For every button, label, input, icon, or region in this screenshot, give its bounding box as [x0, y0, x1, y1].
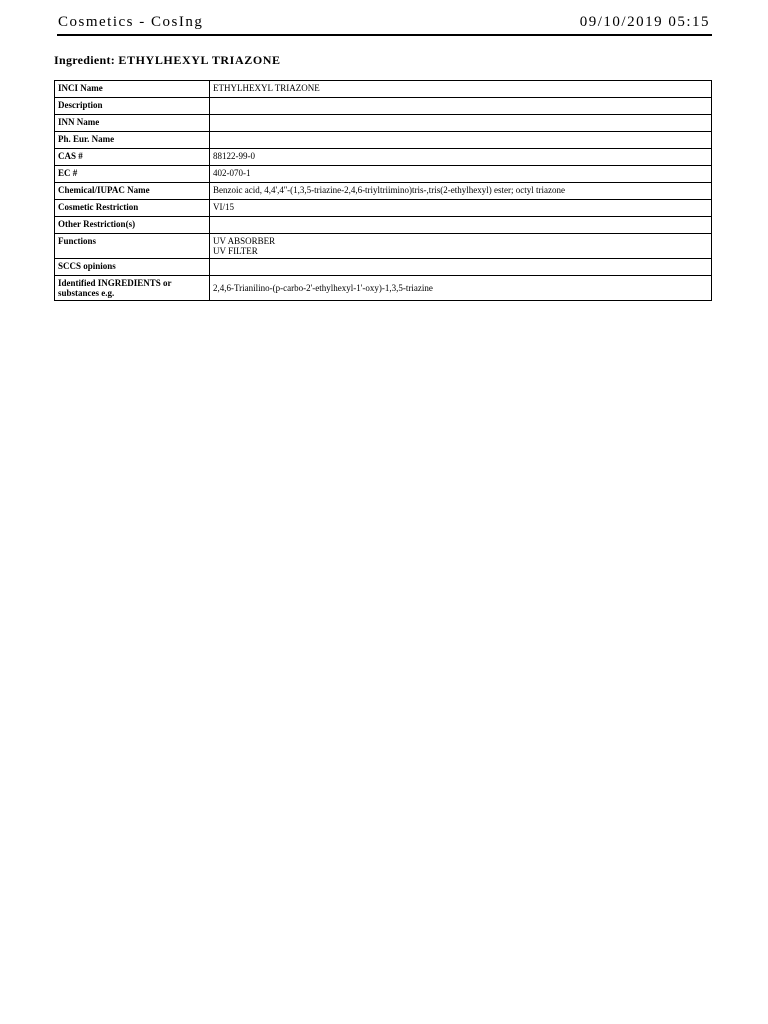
row-label: CAS #	[55, 149, 210, 166]
function-value: UV ABSORBER	[213, 236, 276, 246]
ingredient-details-table	[54, 80, 712, 301]
page-header	[57, 12, 712, 36]
table-row	[55, 200, 712, 217]
row-label: EC #	[55, 166, 210, 183]
table-row	[55, 132, 712, 149]
ingredient-name: ETHYLHEXYL TRIAZONE	[118, 53, 281, 67]
row-label: Chemical/IUPAC Name	[55, 183, 210, 200]
row-value	[210, 132, 712, 149]
table-row	[55, 183, 712, 200]
row-value: Benzoic acid, 4,4',4''-(1,3,5-triazine-2,4,6-triyltriimino)tris-,tris(2-ethylhexyl) ester; octyl triazone	[210, 183, 712, 200]
row-label: Other Restriction(s)	[55, 217, 210, 234]
table-row	[55, 115, 712, 132]
table-row	[55, 276, 712, 301]
row-value: ETHYLHEXYL TRIAZONE	[210, 81, 712, 98]
row-value	[210, 234, 712, 259]
row-label: Ph. Eur. Name	[55, 132, 210, 149]
row-value	[210, 259, 712, 276]
table-row	[55, 259, 712, 276]
header-title: Cosmetics - CosIng	[58, 14, 204, 30]
table-row	[55, 234, 712, 259]
row-label: SCCS opinions	[55, 259, 210, 276]
table-row	[55, 217, 712, 234]
row-value: 88122-99-0	[210, 149, 712, 166]
row-value: VI/15	[210, 200, 712, 217]
ingredient-prefix: Ingredient:	[54, 53, 116, 67]
row-value: 2,4,6-Trianilino-(p-carbo-2'-ethylhexyl-1'-oxy)-1,3,5-triazine	[210, 276, 712, 301]
header-datetime: 09/10/2019 05:15	[579, 14, 710, 30]
row-label-line: Identified INGREDIENTS or	[58, 278, 172, 288]
row-label: Description	[55, 98, 210, 115]
ingredient-heading	[54, 53, 281, 68]
row-label: INN Name	[55, 115, 210, 132]
function-value: UV FILTER	[213, 246, 258, 256]
row-label-line: substances e.g.	[58, 288, 115, 298]
row-value	[210, 98, 712, 115]
row-label: INCI Name	[55, 81, 210, 98]
row-value: 402-070-1	[210, 166, 712, 183]
table-row	[55, 166, 712, 183]
row-label: Functions	[55, 234, 210, 259]
row-value	[210, 217, 712, 234]
table-row	[55, 149, 712, 166]
row-value	[210, 115, 712, 132]
table-row	[55, 98, 712, 115]
row-label	[55, 276, 210, 301]
table-row	[55, 81, 712, 98]
row-label: Cosmetic Restriction	[55, 200, 210, 217]
